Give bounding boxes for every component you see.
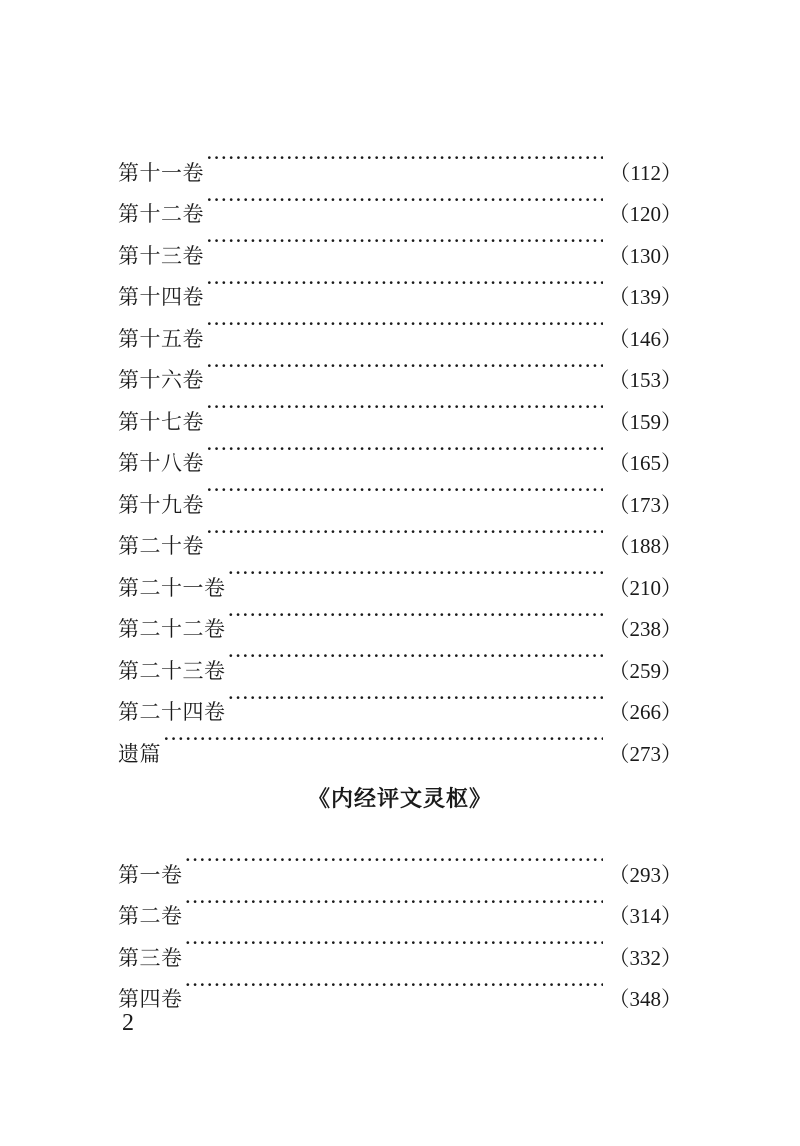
toc-entry[interactable]: [118, 840, 682, 887]
dot-leader: [206, 512, 603, 554]
dot-leader: [185, 965, 603, 1007]
dot-leader: [206, 304, 603, 346]
toc-entry-title: 第十一卷: [118, 160, 204, 185]
toc-entry-page: （146）: [608, 326, 682, 351]
dot-leader: [228, 553, 603, 595]
toc-entry-title: 第二十一卷: [118, 575, 226, 600]
toc-entry-page: （120）: [608, 202, 682, 226]
toc-entry-page: （153）: [608, 368, 682, 392]
toc-entry-title: 第二十三卷: [118, 658, 226, 683]
toc-entry-page: （314）: [608, 904, 682, 928]
toc-entry-title: 第十四卷: [118, 285, 204, 309]
toc-entry-page: （273）: [608, 741, 682, 766]
toc-entry-title: 第四卷: [118, 987, 183, 1011]
dot-leader: [185, 840, 603, 882]
toc-list-suwen: [118, 138, 682, 766]
dot-leader: [206, 263, 603, 305]
toc-entry-page: （210）: [608, 575, 682, 600]
dot-leader: [206, 180, 603, 222]
toc-entry-title: 第二十卷: [118, 534, 204, 558]
toc-entry-title: 第十五卷: [118, 326, 204, 351]
toc-entry-title: 第十三卷: [118, 243, 204, 268]
toc-entry-title: 第二卷: [118, 904, 183, 928]
toc-entry-page: （293）: [608, 862, 682, 887]
toc-entry[interactable]: [118, 923, 682, 970]
toc-entry-page: （332）: [608, 945, 682, 970]
dot-leader: [228, 678, 603, 720]
dot-leader: [206, 138, 603, 180]
dot-leader: [185, 923, 603, 965]
toc-entry-page: （159）: [608, 409, 682, 434]
toc-entry-page: （266）: [608, 700, 682, 724]
toc-entry-page: （130）: [608, 243, 682, 268]
dot-leader: [206, 221, 603, 263]
toc-entry-title: 第一卷: [118, 862, 183, 887]
toc-entry-title: 第十八卷: [118, 451, 204, 475]
toc-entry[interactable]: [118, 965, 682, 1011]
toc-entry-title: 遗篇: [118, 741, 161, 766]
toc-entry-page: （173）: [608, 492, 682, 517]
toc-entry[interactable]: [118, 719, 682, 766]
toc-entry-title: 第十六卷: [118, 368, 204, 392]
toc-entry-page: （139）: [608, 285, 682, 309]
toc-list-lingshu: [118, 840, 682, 1011]
toc-entry-page: （259）: [608, 658, 682, 683]
toc-entry-page: （112）: [609, 160, 682, 185]
toc-entry-title: 第三卷: [118, 945, 183, 970]
dot-leader: [228, 595, 603, 637]
toc-entry-title: 第十九卷: [118, 492, 204, 517]
toc-entry-title: 第二十四卷: [118, 700, 226, 724]
toc-entry-page: （348）: [608, 987, 682, 1011]
dot-leader: [163, 719, 603, 761]
dot-leader: [185, 882, 603, 924]
page-number: 2: [122, 1010, 134, 1036]
dot-leader: [206, 346, 603, 388]
dot-leader: [206, 470, 603, 512]
toc-entry-page: （188）: [608, 534, 682, 558]
toc-entry[interactable]: [118, 882, 682, 928]
dot-leader: [228, 636, 603, 678]
dot-leader: [206, 429, 603, 471]
dot-leader: [206, 387, 603, 429]
toc-entry-title: 第二十二卷: [118, 617, 226, 641]
toc-entry[interactable]: [118, 138, 682, 185]
toc-entry-title: 第十七卷: [118, 409, 204, 434]
section-heading: 《内经评文灵枢》: [307, 787, 492, 812]
toc-entry-title: 第十二卷: [118, 202, 204, 226]
toc-entry-page: （165）: [608, 451, 682, 475]
toc-entry-page: （238）: [608, 617, 682, 641]
